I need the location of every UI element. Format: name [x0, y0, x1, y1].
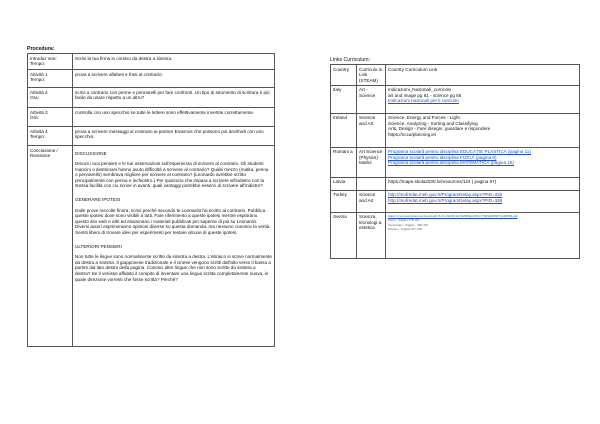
links-title: Links Curriculum: — [330, 57, 371, 63]
subject-cell: Science and Art — [357, 190, 386, 212]
table-row — [331, 113, 580, 147]
country-cell: Svezia — [331, 212, 357, 258]
curriculum-line: Indicazioni_Nazionali_curricolo — [388, 87, 452, 93]
country-cell: Turkey — [331, 190, 357, 212]
table-row — [28, 127, 275, 146]
link-cell — [386, 85, 580, 113]
table-row — [28, 108, 275, 127]
link-cell — [386, 212, 580, 258]
curriculum-line: Estetica - Pagine 257-258 — [388, 226, 422, 231]
table-row — [331, 147, 580, 177]
curriculum-line: Tecnologia - Pagina - 296-303 — [388, 222, 429, 227]
curriculum-link[interactable]: http://mufredat.meb.gov.tr/ProgramDetay.aspx?PID=325 — [388, 192, 503, 198]
curriculum-line: Science, Energy and Forces - Light — [388, 115, 460, 121]
country-cell: Latvia — [331, 177, 357, 190]
row-text: scrivi a contrario con penne e pennarelli per fare confronti. Un tipo di strumento di scrittura è più facile da usare rispetto a un altro? — [73, 88, 275, 108]
header-link: Country Curriculum Link — [386, 65, 580, 86]
hypotheses-text: Dalle prove raccolte finora, scrivi perché secondo te Leonardo ha scritto al contrario. Pubblica queste ipotesi dove sono visibili a tutti. Fare riferimento a queste ipotesi mentre esplorano questo sito web e altri ed esaminano i materiali pubblicati per saperne di più su Leonardo. Diversi autori esprimeranno opinioni diverse su questa domanda, ma nessuno conosce la verità. Sentiti libero di trovare idee per esperimenti per testare alcune di queste ipotesi. — [75, 207, 271, 236]
curriculum-line: Fisica - Pagina 178-181 — [388, 218, 420, 223]
row-text: prova a scrivere messaggi al contrario ai partner Erasmus che possono poi decifrarli con uno specchio. — [73, 127, 275, 146]
table-header-row — [331, 65, 580, 86]
curriculum-link[interactable]: https://www.skolverket.se/download/18.31c292d516e7445866a218f/1576654682907/pdf3984.pdf — [388, 214, 518, 219]
hypotheses-heading: GENERARE IPOTESI — [75, 197, 121, 203]
table-row — [28, 54, 275, 70]
row-label: Attività 3 Ora: — [28, 108, 73, 127]
row-label: Introduz one: Tempo: — [28, 54, 73, 70]
table-row — [331, 190, 580, 212]
subject-cell — [357, 177, 386, 190]
country-cell: Ireland — [331, 113, 357, 147]
conclusion-label: Conclusione / Revisione — [28, 146, 73, 347]
conclusion-content — [73, 146, 275, 347]
header-country: Country — [331, 65, 357, 86]
curriculum-line: art and image pg 61 - science pg 56 — [388, 92, 462, 98]
discussion-heading: DISCUSSIONE — [75, 150, 107, 156]
link-cell — [386, 147, 580, 177]
subject-cell: Art Science (Physics) Maths — [357, 147, 386, 177]
row-text: controlla con uno specchio se tutte le lettere sono effettivamente invertite correttamente. — [73, 108, 275, 127]
row-text: Scrivi la tua firma in corsivo da destra a sinistra. — [73, 54, 275, 70]
country-cell: Romani a — [331, 147, 357, 177]
row-label: Attività 1 Tempo: — [28, 70, 73, 88]
table-row — [331, 177, 580, 190]
country-cell: Italy — [331, 85, 357, 113]
further-text: Non tutte le lingue sono normalmente scritte da sinistra a destra. L'ebraico si scrive normalmente da destra a sinistra. Il giapponese tradizionale e il cinese vengono scritti dall'alto verso il basso a partire dal lato destro della pagina. Conosci altre lingue che non sono scritte da sinistra a destra? Se ti venisse affidato il compito di inventare una lingua scritta completamente nuova, in quale direzione vorresti che fosse scritta? Perché? — [75, 254, 272, 282]
link-cell — [386, 113, 580, 147]
procedure-table — [27, 53, 275, 347]
subject-cell: Art - Science — [357, 85, 386, 113]
subject-cell: Scienza, tecnologi a, estetica — [357, 212, 386, 258]
table-row — [28, 146, 275, 347]
curriculum-line: Arts, Design - Fare disegni, guardare e rispondere — [388, 126, 491, 132]
further-heading: ULTERIORI PENSIERI — [75, 243, 122, 249]
table-row — [331, 212, 580, 258]
link-cell — [386, 190, 580, 212]
curriculum-link[interactable]: http://mufredat.meb.gov.tr/ProgramDetay.aspx?PID=358 — [388, 197, 503, 203]
header-steam: Curriculu m Link (STEAM) — [357, 65, 386, 86]
curriculum-links-table — [330, 64, 580, 259]
row-label: Attività 2 Ora: — [28, 88, 73, 108]
link-cell — [386, 177, 580, 190]
table-row — [28, 70, 275, 88]
curriculum-link[interactable]: https://mape.skola2030.lv/resources/124 ( pagina 97) — [388, 179, 497, 185]
table-row — [28, 88, 275, 108]
discussion-text: Discuti i tuoi pensieri e le tue osservazioni sull'esperienza di scrivere al contrario. Gli studenti mancini o destrimani hanno avuto difficoltà a scrivere al contrario? Quale mezzo (matita, penna o pennarello) sembrava migliore per scrivere al contrario? (Leonardo avrebbe scritto principalmente con penna e inchiostro.) Per qualcuno che impara a scrivere all'indietro con la stessa facilità con cui scrive in avanti, quali vantaggi potrebbe esserci di scrivere all'indietro? — [75, 161, 269, 189]
curriculum-link[interactable]: Programa școlară pentru disciplina MATEMATICĂ (pagina 16) — [388, 160, 514, 166]
curriculum-link[interactable]: Programa școlară pentru disciplina EDUCAȚIE PLASTICĂ (pagina 11) — [388, 149, 531, 155]
subject-cell: Science and Art — [357, 113, 386, 147]
curriculum-link[interactable]: Indicazioni nazionali per il curricolo — [388, 98, 459, 104]
curriculum-link[interactable]: Programa școlară pentru disciplina FIZICĂ (pagina 8) — [388, 154, 497, 160]
row-label: Attività 4 Tempo: — [28, 127, 73, 146]
curriculum-line: Science, Analyzing - Sorting and Classifying — [388, 120, 478, 126]
row-text: prova a scrivere alfabeti e frasi al contrario: — [73, 70, 275, 88]
procedure-title: Procedura: — [27, 46, 55, 52]
curriculum-link[interactable]: https://ncca/planning.ie/ — [388, 132, 437, 138]
table-row — [331, 85, 580, 113]
